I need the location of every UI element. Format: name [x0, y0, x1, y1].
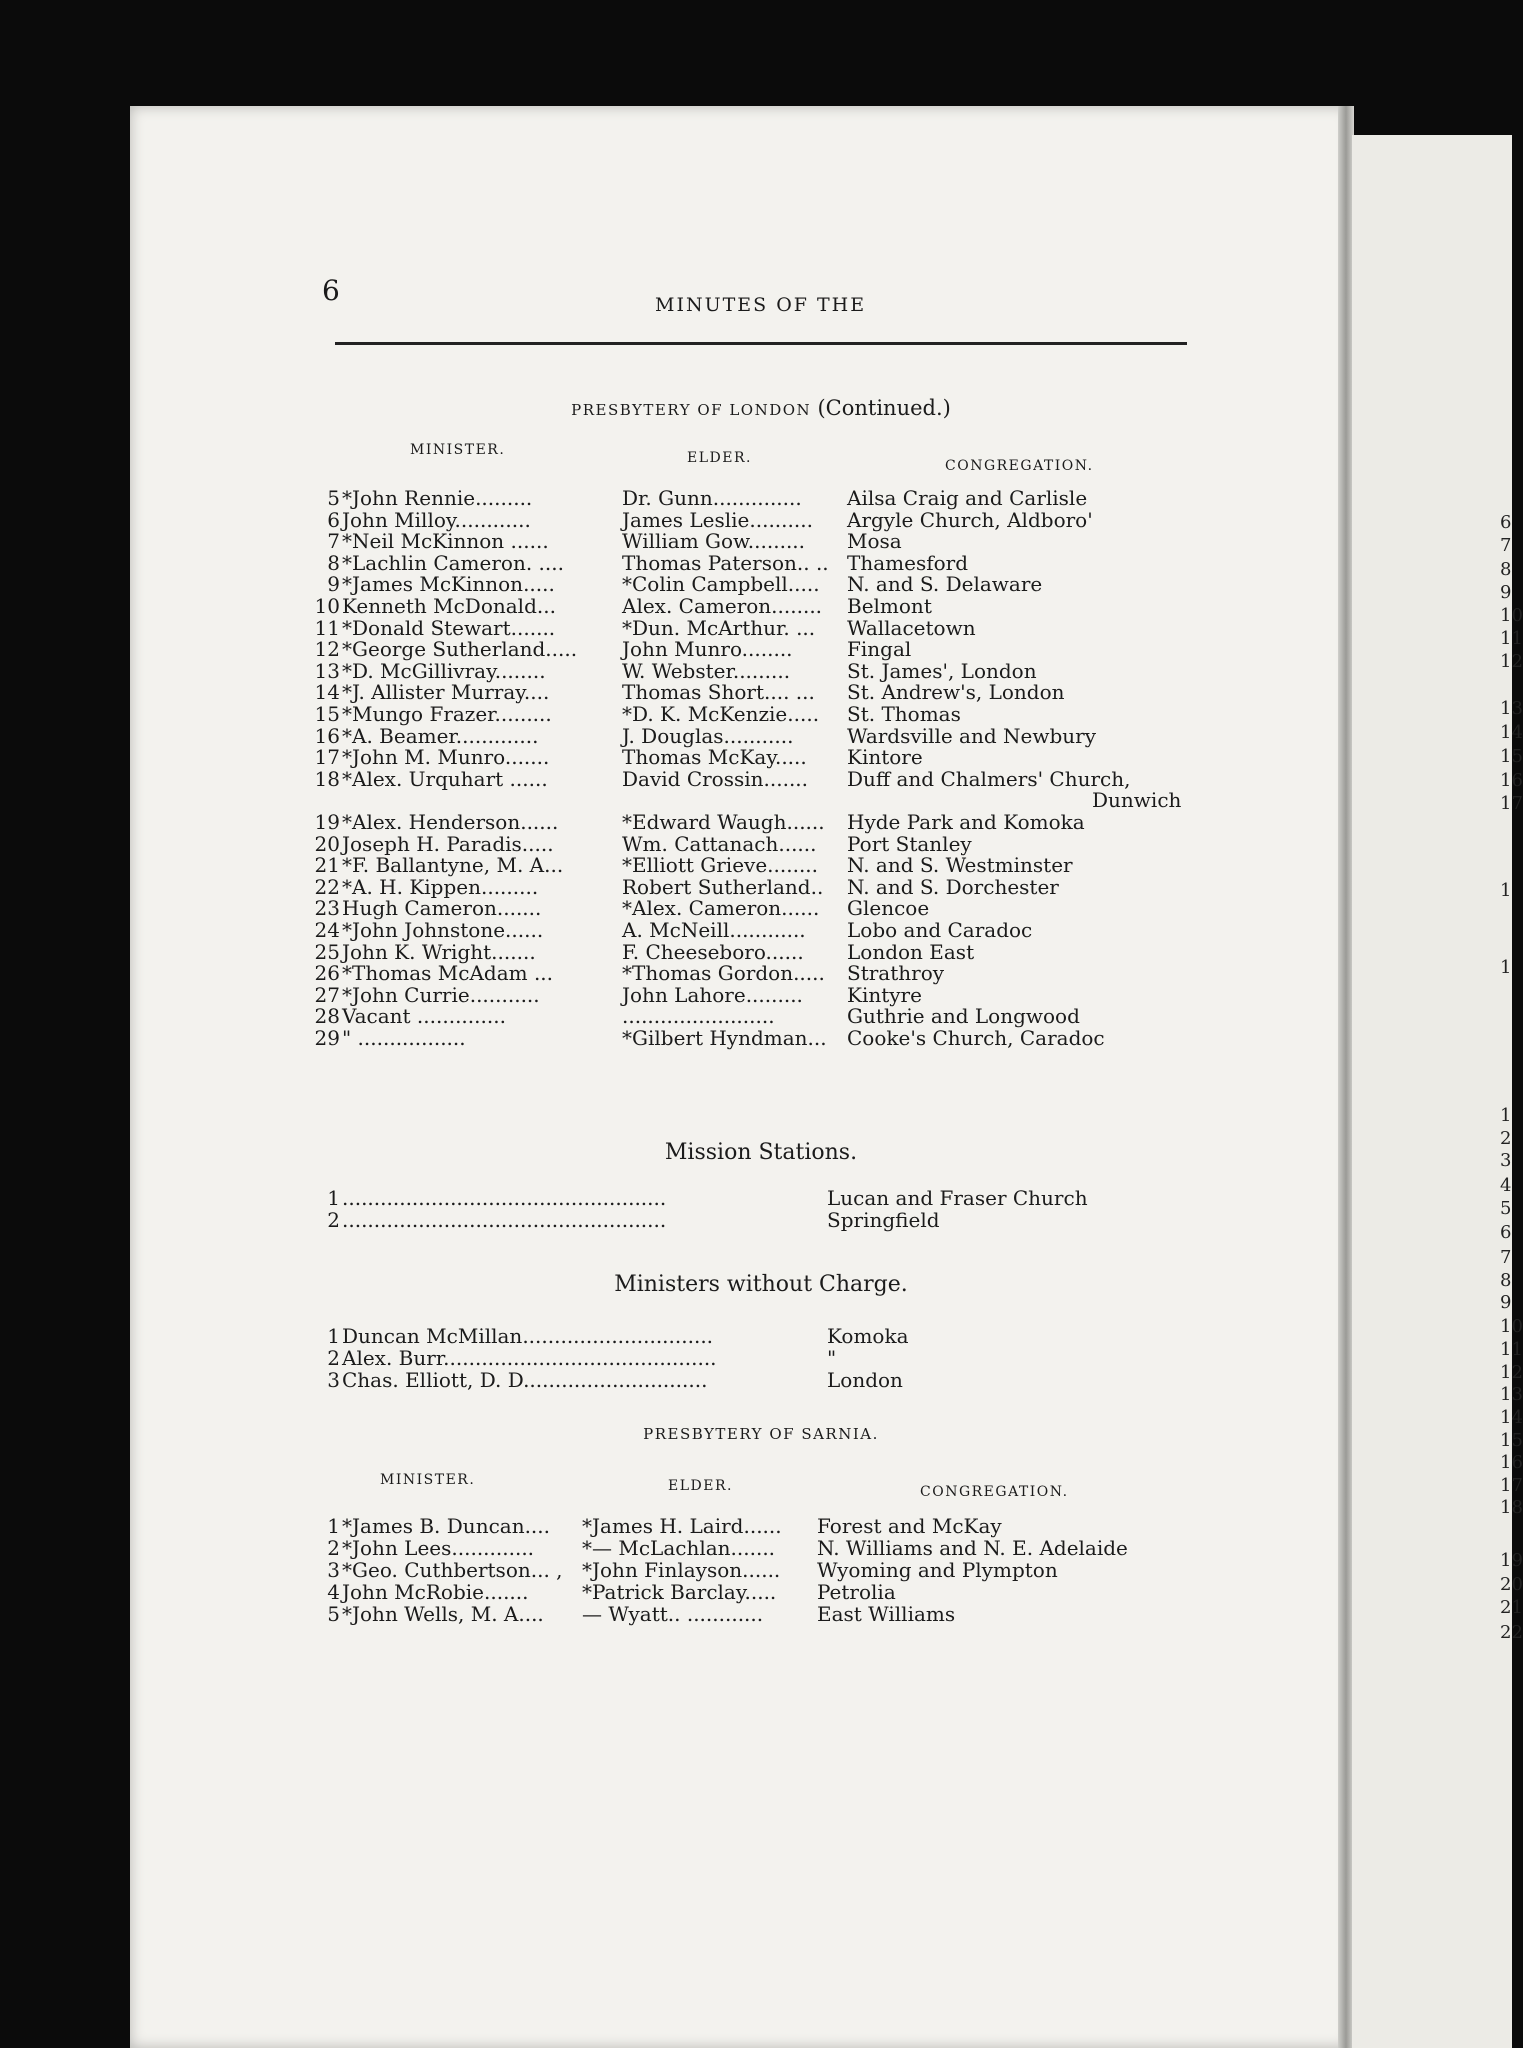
elder-name: *Gilbert Hyndman... — [622, 1026, 827, 1050]
congregation-name: Ailsa Craig and Carlisle — [847, 486, 1088, 510]
sarnia-elder-header: ELDER. — [668, 1478, 733, 1494]
congregation-name: East Williams — [817, 1602, 956, 1626]
elder-name: David Crossin....... — [622, 766, 809, 791]
facing-page-number: 13 — [1500, 698, 1523, 719]
elder-name: *— McLachlan....... — [582, 1536, 776, 1560]
congregation-name: Mosa — [847, 529, 902, 554]
row-number: 3 — [327, 1558, 340, 1582]
congregation-name: Guthrie and Longwood — [847, 1004, 1080, 1029]
congregation-name: Springfield — [827, 1208, 940, 1232]
row-number: 3 — [327, 1368, 340, 1392]
elder-name: *James H. Laird...... — [582, 1514, 782, 1538]
congregation-name: St. James', London — [847, 658, 1037, 683]
place-name: London — [827, 1368, 903, 1392]
elder-name: Alex. Cameron........ — [622, 594, 823, 618]
minister-name: Joseph H. Paradis..... — [342, 831, 554, 856]
elder-name: William Gow......... — [622, 529, 806, 554]
leader-dots: ................................................... — [342, 1208, 667, 1232]
row-number: 24 — [314, 918, 340, 942]
congregation-name: Port Stanley — [847, 831, 972, 856]
row-number: 19 — [314, 810, 340, 834]
elder-name: — Wyatt.. ............ — [582, 1602, 764, 1626]
congregation-name: Argyle Church, Aldboro' — [847, 507, 1093, 532]
elder-name: Wm. Cattanach...... — [622, 831, 817, 856]
row-number: 2 — [327, 1346, 340, 1370]
row-number: 6 — [327, 507, 340, 532]
congregation-name: Glencoe — [847, 896, 930, 921]
row-number: 23 — [314, 896, 340, 921]
elder-name: James Leslie.......... — [622, 507, 813, 532]
congregation-name: Dunwich — [1092, 788, 1182, 813]
minister-name: John McRobie....... — [342, 1580, 529, 1604]
facing-page-number: 21 — [1500, 1597, 1523, 1618]
facing-page-number: 17 — [1500, 1475, 1523, 1496]
elder-name: *Dun. McArthur. ... — [622, 615, 816, 640]
header-rule — [335, 342, 1187, 345]
row-number: 9 — [327, 572, 340, 597]
congregation-name: London East — [847, 939, 975, 964]
minister-name: *Lachlin Cameron. .... — [342, 550, 564, 575]
minister-name: Kenneth McDonald... — [342, 594, 556, 618]
row-number: 17 — [314, 745, 340, 770]
congregation-name: N. Williams and N. E. Adelaide — [817, 1536, 1128, 1560]
elder-name: *Patrick Barclay..... — [582, 1580, 777, 1604]
facing-page-number: 4 — [1500, 1175, 1512, 1196]
page-number: 6 — [322, 274, 340, 307]
congregation-name: N. and S. Delaware — [847, 572, 1043, 597]
row-number: 2 — [327, 1208, 340, 1232]
facing-page-number: 11 — [1500, 1339, 1523, 1360]
minister-name: *John Lees............. — [342, 1536, 535, 1560]
sarnia-presbytery-title: PRESBYTERY OF SARNIA. — [643, 1425, 879, 1443]
elder-name: Robert Sutherland.. — [622, 874, 824, 899]
minister-name: *Mungo Frazer......... — [342, 702, 552, 726]
congregation-name: Forest and McKay — [817, 1514, 1002, 1538]
congregation-name: Petrolia — [817, 1580, 896, 1604]
elder-name: W. Webster......... — [622, 658, 791, 683]
facing-page-number: 16 — [1500, 770, 1523, 791]
minister-name: Vacant .............. — [342, 1004, 506, 1029]
row-number: 12 — [314, 637, 340, 662]
facing-page-number: 8 — [1500, 1270, 1512, 1291]
minister-name: *James B. Duncan.... — [342, 1514, 551, 1538]
minister-name: *J. Allister Murray.... — [342, 680, 550, 705]
congregation-name: Duff and Chalmers' Church, — [847, 766, 1131, 791]
row-number: 27 — [314, 982, 340, 1007]
sarnia-minister-header: MINISTER. — [380, 1472, 476, 1488]
congregation-name: St. Thomas — [847, 702, 961, 726]
facing-page-number: 15 — [1500, 1430, 1523, 1451]
facing-page-number: 17 — [1500, 793, 1523, 814]
leader-dots: ................................................... — [342, 1186, 667, 1210]
facing-page-number: 16 — [1500, 1452, 1523, 1473]
row-number: 28 — [314, 1004, 340, 1029]
facing-page-number: 5 — [1500, 1198, 1512, 1219]
elder-name: *Colin Campbell..... — [622, 572, 820, 597]
minister-name: Duncan McMillan.............................. — [342, 1324, 714, 1348]
row-number: 26 — [314, 961, 340, 986]
congregation-name: Cooke's Church, Caradoc — [847, 1026, 1105, 1050]
elder-name: Dr. Gunn.............. — [622, 486, 802, 510]
elder-name: Thomas McKay..... — [622, 745, 807, 770]
elder-name: John Lahore......... — [622, 982, 803, 1007]
minister-name: *John Rennie......... — [342, 486, 533, 510]
row-number: 1 — [327, 1186, 340, 1210]
elder-name: A. McNeill............ — [622, 918, 806, 942]
minister-name: *Donald Stewart....... — [342, 615, 556, 640]
congregation-name: Thamesford — [847, 550, 969, 575]
congregation-name: Strathroy — [847, 961, 945, 986]
elder-name: *John Finlayson...... — [582, 1558, 781, 1582]
facing-page-number: 20 — [1500, 1574, 1523, 1595]
row-number: 16 — [314, 723, 340, 748]
congregation-name: Belmont — [847, 594, 932, 618]
facing-page-number: 6 — [1500, 1222, 1512, 1243]
facing-page-number: 11 — [1500, 628, 1523, 649]
london-elder-header: ELDER. — [687, 450, 752, 466]
congregation-name: N. and S. Westminster — [847, 853, 1073, 878]
facing-page-number: 10 — [1500, 1316, 1523, 1337]
facing-page-number: 9 — [1500, 1292, 1512, 1313]
minister-name: *Alex. Henderson...... — [342, 810, 559, 834]
ministers-without-charge-title: Ministers without Charge. — [614, 1272, 908, 1297]
place-name: " — [827, 1346, 837, 1370]
facing-page-number: 12 — [1500, 1362, 1523, 1383]
row-number: 29 — [314, 1026, 340, 1050]
row-number: 5 — [327, 486, 340, 510]
minister-name: *A. Beamer............. — [342, 723, 539, 748]
row-number: 25 — [314, 939, 340, 964]
facing-page-number: 12 — [1500, 651, 1523, 672]
elder-name: *Edward Waugh...... — [622, 810, 825, 834]
row-number: 4 — [327, 1580, 340, 1604]
congregation-name: Wardsville and Newbury — [847, 723, 1097, 748]
row-number: 11 — [314, 615, 340, 640]
row-number: 15 — [314, 702, 340, 726]
congregation-name: St. Andrew's, London — [847, 680, 1065, 705]
row-number: 1 — [327, 1514, 340, 1538]
minister-name: *Thomas McAdam ... — [342, 961, 554, 986]
minister-name: Hugh Cameron....... — [342, 896, 542, 921]
minister-name: *James McKinnon..... — [342, 572, 555, 597]
elder-name: ........................ — [622, 1004, 775, 1029]
facing-page-number: 13 — [1500, 1384, 1523, 1405]
minister-name: " ................. — [342, 1026, 466, 1050]
row-number: 13 — [314, 658, 340, 683]
row-number: 14 — [314, 680, 340, 705]
row-number: 21 — [314, 853, 340, 878]
row-number: 8 — [327, 550, 340, 575]
elder-name: F. Cheeseboro...... — [622, 939, 804, 964]
minister-name: *John Johnstone...... — [342, 918, 544, 942]
row-number: 22 — [314, 874, 340, 899]
row-number: 10 — [314, 594, 340, 618]
minister-name: *George Sutherland..... — [342, 637, 578, 662]
minister-name: Alex. Burr........................................... — [342, 1346, 717, 1370]
elder-name: Thomas Short.... ... — [622, 680, 815, 705]
minister-name: *John Wells, M. A.... — [342, 1602, 544, 1626]
minister-name: *F. Ballantyne, M. A... — [342, 853, 564, 878]
elder-name: *Elliott Grieve........ — [622, 853, 819, 878]
congregation-name: Kintyre — [847, 982, 922, 1007]
facing-page-number: 18 — [1500, 1497, 1523, 1518]
place-name: Komoka — [827, 1324, 909, 1348]
row-number: 1 — [327, 1324, 340, 1348]
running-title: MINUTES OF THE — [655, 294, 867, 316]
elder-name: *Thomas Gordon..... — [622, 961, 825, 986]
minister-name: *John Currie........... — [342, 982, 540, 1007]
minister-name: *Alex. Urquhart ...... — [342, 766, 548, 791]
mission-stations-title: Mission Stations. — [664, 1140, 858, 1165]
row-number: 5 — [327, 1602, 340, 1626]
facing-page-number: 22 — [1500, 1622, 1523, 1643]
facing-page-number: 1 — [1500, 957, 1512, 978]
elder-name: *D. K. McKenzie..... — [622, 702, 820, 726]
facing-page-number: 10 — [1500, 605, 1523, 626]
minister-name: *A. H. Kippen......... — [342, 874, 539, 899]
congregation-name: Hyde Park and Komoka — [847, 810, 1085, 834]
row-number: 18 — [314, 766, 340, 791]
congregation-name: N. and S. Dorchester — [847, 874, 1059, 899]
facing-page-number: 1 — [1500, 880, 1512, 901]
elder-name: J. Douglas........... — [622, 723, 794, 748]
facing-page-number: 6 — [1500, 512, 1512, 533]
row-number: 7 — [327, 529, 340, 554]
london-minister-header: MINISTER. — [410, 442, 506, 458]
minister-name: John Milloy............ — [342, 507, 531, 532]
facing-page-number: 3 — [1500, 1150, 1512, 1171]
minister-name: *D. McGillivray........ — [342, 658, 546, 683]
minister-name: Chas. Elliott, D. D............................. — [342, 1368, 708, 1392]
facing-page-number: 7 — [1500, 535, 1512, 556]
facing-page-edge — [1352, 135, 1512, 2048]
facing-page-number: 19 — [1500, 1550, 1523, 1571]
minister-name: *John M. Munro....... — [342, 745, 550, 770]
facing-page-number: 2 — [1500, 1128, 1512, 1149]
minister-name: *Geo. Cuthbertson... , — [342, 1558, 563, 1582]
facing-page-number: 1 — [1500, 1105, 1512, 1126]
facing-page-number: 9 — [1500, 582, 1512, 603]
minister-name: John K. Wright....... — [342, 939, 536, 964]
congregation-name: Fingal — [847, 637, 912, 662]
elder-name: Thomas Paterson.. .. — [622, 550, 829, 575]
facing-page-number: 15 — [1500, 746, 1523, 767]
congregation-name: Wallacetown — [847, 615, 976, 640]
minister-name: *Neil McKinnon ...... — [342, 529, 549, 554]
facing-page-number: 14 — [1500, 1407, 1523, 1428]
sarnia-congregation-header: CONGREGATION. — [920, 1484, 1069, 1500]
elder-name: *Alex. Cameron...... — [622, 896, 820, 921]
row-number: 20 — [314, 831, 340, 856]
congregation-name: Kintore — [847, 745, 923, 770]
row-number: 2 — [327, 1536, 340, 1560]
congregation-name: Lucan and Fraser Church — [827, 1186, 1088, 1210]
facing-page-number: 8 — [1500, 559, 1512, 580]
facing-page-number: 7 — [1500, 1247, 1512, 1268]
london-presbytery-title: PRESBYTERY OF LONDON (Continued.) — [571, 396, 951, 420]
congregation-name: Lobo and Caradoc — [847, 918, 1033, 942]
elder-name: John Munro........ — [622, 637, 793, 662]
congregation-name: Wyoming and Plympton — [817, 1558, 1058, 1582]
london-congregation-header: CONGREGATION. — [945, 458, 1094, 474]
facing-page-number: 14 — [1500, 722, 1523, 743]
